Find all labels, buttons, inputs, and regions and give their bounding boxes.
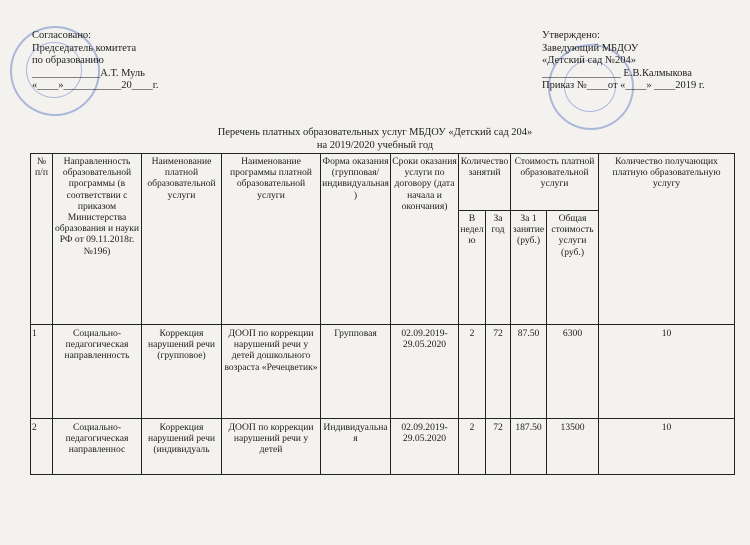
approval-left-line2: Председатель комитета	[32, 42, 137, 54]
approval-right-order: Приказ №____от «____» ____2019 г.	[542, 80, 705, 91]
approval-right-line3: «Детский сад №204»	[542, 55, 636, 66]
approval-block-right	[542, 30, 705, 93]
services-table	[30, 153, 735, 475]
cell-year: 72	[486, 419, 511, 475]
header-lessons-year: За год	[486, 211, 511, 325]
cell-program: ДООП по коррекции нарушений речи у детей	[222, 419, 321, 475]
header-lessons-week: В неделю	[459, 211, 486, 325]
approval-left-signature: _____________А.Т. Муль	[32, 67, 145, 79]
approval-right-line1: Утверждено:	[542, 30, 600, 41]
header-program: Наименование программы платной образовательной услуги	[222, 154, 321, 325]
cell-recipients: 10	[599, 325, 735, 419]
approval-block-left	[32, 30, 159, 93]
header-recipients: Количество получающих платную образовательную услугу	[599, 154, 735, 325]
cell-cost-one: 87.50	[511, 325, 547, 419]
header-cost-one: За 1 занятие (руб.)	[511, 211, 547, 325]
approval-right-signature: _______________ Е.В.Калмыкова	[542, 67, 692, 79]
header-direction: Направленность образовательной программы (в соответствии с приказом Министерства образования и науки РФ от 09.11.2018г. №196)	[53, 154, 142, 325]
cell-direction: Социально-педагогическая направленность	[53, 325, 142, 419]
table-row	[31, 325, 735, 419]
approval-left-line3: по образованию	[32, 55, 104, 66]
header-num: № п/п	[31, 154, 53, 325]
document-subtitle: на 2019/2020 учебный год	[316, 140, 434, 151]
header-terms: Сроки оказания услуги по договору (дата начала и окончания)	[391, 154, 459, 325]
cell-num: 2	[31, 419, 53, 475]
approval-left-date: «____»___________20____г.	[32, 80, 159, 91]
cell-year: 72	[486, 325, 511, 419]
cell-week: 2	[459, 325, 486, 419]
cell-service: Коррекция нарушений речи (групповое)	[142, 325, 222, 419]
cell-cost-total: 13500	[547, 419, 599, 475]
cell-num: 1	[31, 325, 53, 419]
document-title: Перечень платных образовательных услуг МБДОУ «Детский сад 204»	[217, 127, 533, 138]
cell-recipients: 10	[599, 419, 735, 475]
header-lessons: Количество занятий	[459, 154, 511, 211]
header-form: Форма оказания (групповая/ индивидуальная)	[321, 154, 391, 325]
header-cost-total: Общая стоимость услуги (руб.)	[547, 211, 599, 325]
cell-cost-total: 6300	[547, 325, 599, 419]
header-service: Наименование платной образовательной услуги	[142, 154, 222, 325]
cell-form: Индивидуальная	[321, 419, 391, 475]
cell-week: 2	[459, 419, 486, 475]
cell-form: Групповая	[321, 325, 391, 419]
cell-service: Коррекция нарушений речи (индивидуаль	[142, 419, 222, 475]
cell-terms: 02.09.2019-29.05.2020	[391, 325, 459, 419]
table-row	[31, 419, 735, 475]
approval-left-line1: Согласовано:	[32, 30, 92, 41]
approval-right-line2: Заведующий МБДОУ	[542, 42, 639, 54]
header-cost: Стоимость платной образовательной услуги	[511, 154, 599, 211]
cell-program: ДООП по коррекции нарушений речи у детей дошкольного возраста «Речецветик»	[222, 325, 321, 419]
cell-terms: 02.09.2019-29.05.2020	[391, 419, 459, 475]
cell-direction: Социально-педагогическая направленнос	[53, 419, 142, 475]
cell-cost-one: 187.50	[511, 419, 547, 475]
